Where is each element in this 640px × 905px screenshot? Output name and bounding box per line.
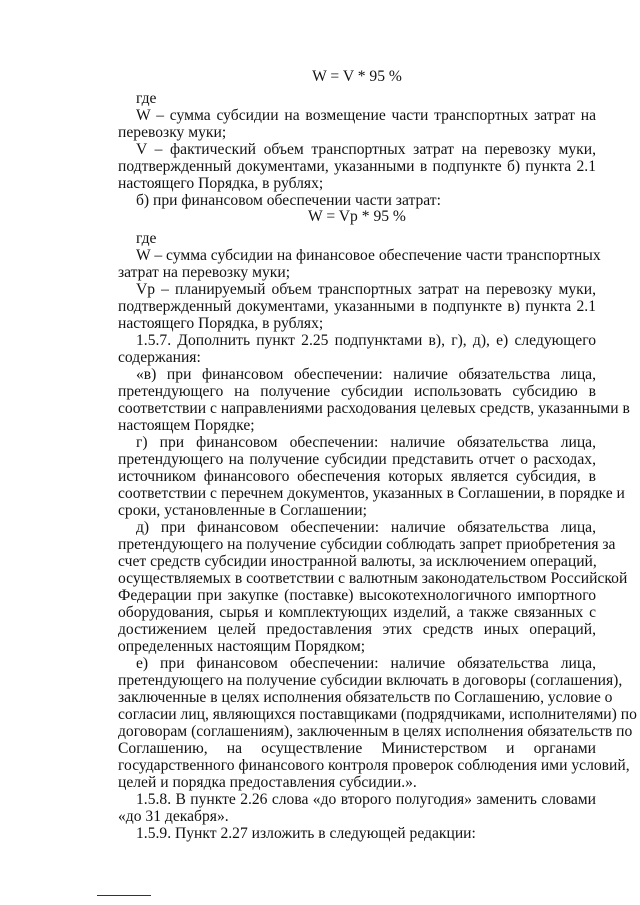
formula-line: W = V * 95 % [312, 68, 402, 85]
text-line: «в) при финансовом обеспечении: наличие обязательства лица, [136, 366, 596, 383]
text-line: счет средств субсидии иностранной валюты, за исключением операций, [118, 553, 597, 570]
formula-line: W = Vp * 95 % [308, 208, 406, 225]
text-line: где [136, 90, 157, 107]
text-line: подтвержденный документами, указанными в подпункте б) пункта 2.1 [118, 158, 596, 175]
text-line: претендующего на получение субсидии представить отчет о расходах, [118, 451, 596, 468]
text-line: 1.5.9. Пункт 2.27 изложить в следующей редакции: [136, 825, 476, 842]
footnote-divider [97, 895, 151, 896]
text-line: е) при финансовом обеспечении: наличие обязательства лица, [136, 655, 596, 672]
text-line: подтвержденный документами, указанными в подпункте в) пункта 2.1 [118, 298, 596, 315]
text-line: W – сумма субсидии на финансовое обеспечение части транспортных [136, 247, 601, 264]
text-line: Федерации при закупке (поставке) высокотехнологичного импортного [118, 587, 596, 604]
text-line: государственного финансового контроля проверок соблюдения ими условий, [118, 757, 630, 774]
text-line: договорам (соглашениям), заключенным в целях исполнения обязательств по [118, 723, 633, 740]
text-line: затрат на перевозку муки; [118, 264, 291, 281]
text-line: оборудования, сырья и комплектующих изделий, а также связанных с [118, 604, 596, 621]
text-line: осуществляемых в соответствии с валютным законодательством Российской [118, 570, 628, 587]
text-line: согласии лиц, являющихся поставщиками (подрядчиками, исполнителями) по [118, 706, 637, 723]
text-line: W – сумма субсидии на возмещение части транспортных затрат на [136, 107, 596, 124]
text-line: претендующего на получение субсидии соблюдать запрет приобретения за [118, 536, 616, 553]
text-line: б) при финансовом обеспечении части затрат: [136, 192, 441, 209]
text-line: перевозку муки; [118, 124, 227, 141]
text-line: V – фактический объем транспортных затрат на перевозку муки, [136, 141, 596, 158]
text-line: заключенные в целях исполнения обязательств по Соглашению, условие о [118, 689, 613, 706]
text-line: где [136, 230, 157, 247]
text-line: настоящего Порядка, в рублях; [118, 175, 324, 192]
text-line: д) при финансовом обеспечении: наличие обязательства лица, [136, 519, 596, 536]
text-line: достижением целей предоставления этих средств иных операций, [118, 621, 596, 638]
text-line: целей и порядка предоставления субсидии.». [118, 774, 417, 791]
text-line: Vp – планируемый объем транспортных затрат на перевозку муки, [136, 281, 596, 298]
text-line: «до 31 декабря». [118, 808, 229, 825]
text-line: Соглашению, на осуществление Министерством и органами [118, 740, 596, 757]
text-line: соответствии с перечнем документов, указанных в Соглашении, в порядке и [118, 485, 625, 502]
text-line: 1.5.7. Дополнить пункт 2.25 подпунктами в), г), д), е) следующего [136, 332, 596, 349]
text-line: претендующего на получение субсидии включать в договоры (соглашения), [118, 672, 623, 689]
text-line: настоящем Порядке; [118, 417, 255, 434]
text-line: содержания: [118, 349, 201, 366]
text-line: г) при финансовом обеспечении: наличие обязательства лица, [136, 434, 596, 451]
text-line: претендующего на получение субсидии использовать субсидию в [118, 383, 596, 400]
text-line: определенных настоящим Порядком; [118, 638, 366, 655]
text-line: соответствии с направлениями расходования целевых средств, указанными в [118, 400, 630, 417]
text-line: сроки, установленные в Соглашении; [118, 502, 367, 519]
text-line: источником финансового обеспечения которых является субсидия, в [118, 468, 596, 485]
text-line: настоящего Порядка, в рублях; [118, 315, 324, 332]
text-line: 1.5.8. В пункте 2.26 слова «до второго полугодия» заменить словами [136, 791, 596, 808]
